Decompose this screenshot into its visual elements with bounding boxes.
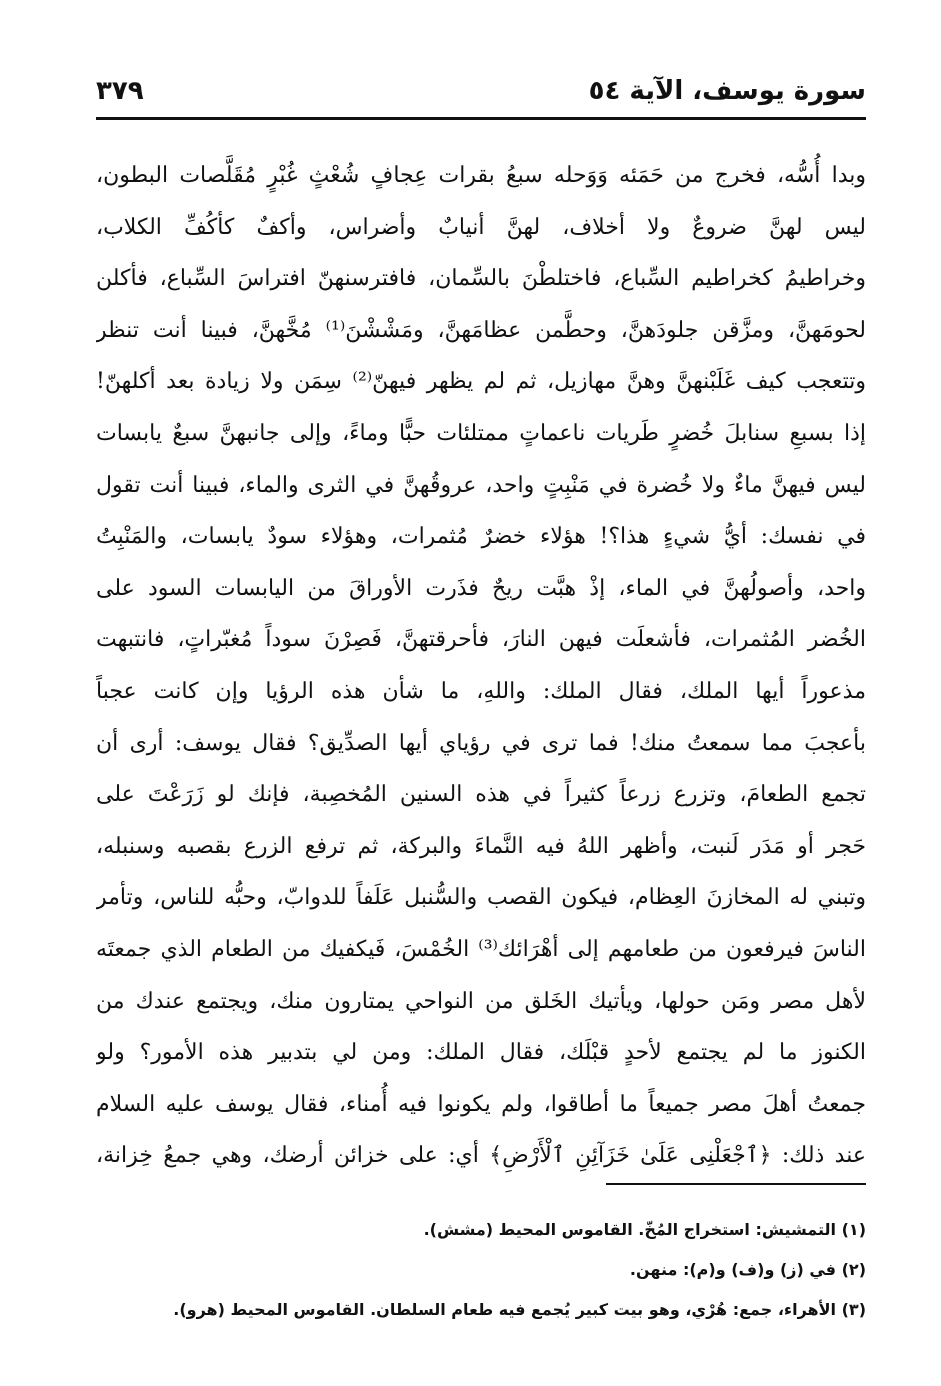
header-rule (96, 117, 866, 120)
footnote: (٣) الأهراء، جمع: هُرْي، وهو بيت كبير يُجمع فيه طعام السلطان. القاموس المحيط (هرو). (173, 1300, 866, 1319)
footnote: (١) التمشيش: استخراج المُخّ. القاموس المحيط (مشش). (423, 1220, 866, 1239)
body-line: جمعتُ أهلَ مصر جميعاً ما أطاقوا، ولم يكونوا فيه أُمناء، فقال يوسف عليه السلام (96, 1091, 866, 1117)
running-title: سورة يوسف، الآية ٥٤ (588, 76, 866, 106)
body-line: وخراطيمُ كخراطيم السِّباع، فاختلطْنَ بالسِّمان، فافترسنهنّ افتراسَ السِّباع، فأكلن (96, 266, 866, 292)
body-line: عند ذلك: ﴿ٱجْعَلْنِى عَلَىٰ خَزَآئِنِ ٱلْأَرْضِ﴾ أي: على خزائن أرضك، وهي جمعُ خِزانة، (96, 1143, 866, 1169)
body-line: وبدا أُسُّه، فخرج من حَمَئه وَوَحله سبعُ بقرات عِجافٍ شُعْثٍ غُبْرٍ مُقَلَّصات البطون، (96, 163, 866, 188)
body-line: وتتعجب كيف غَلَبْنهنَّ وهنَّ مهازيل، ثم لم يظهر فيهنّ⁽²⁾ سِمَن ولا زيادة بعد أكلهنّ! (96, 369, 866, 395)
body-line: لحومَهنَّ، ومزَّقن جلودَهنَّ، وحطَّمن عظامَهنَّ، ومَشْشْنَ⁽¹⁾ مُخَّهنَّ، فبينا أنت تنظر (96, 317, 866, 343)
body-line: مذعوراً أيها الملك، فقال الملك: واللهِ، ما شأن هذه الرؤيا وإن كانت عجباً (96, 678, 866, 704)
body-line: في نفسك: أيُّ شيءٍ هذا؟! هؤلاء خضرٌ مُثمرات، وهؤلاء سودٌ يابسات، والمَنْبِتُ (96, 524, 866, 550)
footnote-separator (606, 1183, 866, 1185)
footnotes (96, 1210, 866, 1330)
body-line: بأعجبَ مما سمعتُ منك! فما ترى في رؤياي أيها الصدِّيق؟ فقال يوسف: أرى أن (96, 730, 866, 756)
body-line: واحد، وأصولُهنَّ في الماء، إذْ هبَّت ريحٌ فذَرت الأوراقَ من اليابسات السود على (96, 575, 866, 601)
body-line: ليس فيهنَّ ماءٌ ولا خُضرة في مَنْبِتٍ واحد، عروقُهنَّ في الثرى والماء، فبينا أنت تقول (96, 472, 866, 498)
body-line: وتبني له المخازنَ العِظام، فيكون القصب والسُّنبل عَلَفاً للدوابّ، وحبُّه للناس، وتأمر (96, 885, 866, 911)
body-line: الخُضر المُثمرات، فأشعلَت فيهن النارَ، فأحرقتهنَّ، فَصِرْنَ سوداً مُغبّراتٍ، فانتبهت (96, 627, 866, 653)
body-text (96, 150, 866, 1182)
page-header (96, 70, 866, 120)
body-line: الكنوز ما لم يجتمع لأحدٍ قبْلَك، فقال الملك: ومن لي بتدبير هذه الأمور؟ ولو (96, 1040, 866, 1066)
body-line: حَجر أو مَدَر لَنبت، وأظهر اللهُ فيه النَّماءَ والبركة، ثم ترفع الزرع بقصبه وسنبله، (96, 833, 866, 859)
body-line: تجمع الطعامَ، وتزرع زرعاً كثيراً في هذه السنين المُخصِبة، فإنك لو زَرَعْتَ على (96, 782, 866, 808)
page-number: ٣٧٩ (96, 76, 144, 106)
body-line: الناسَ فيرفعون من طعامهم إلى أهْرَائك⁽³⁾ الخُمْسَ، فَيكفيك من الطعام الذي جمعتَه (96, 936, 866, 962)
body-line: ليس لهنَّ ضروعٌ ولا أخلاف، لهنَّ أنيابٌ وأضراس، وأكفٌ كأكُفِّ الكلاب، (96, 214, 866, 240)
body-line: إذا بسبعِ سنابلَ خُضرٍ طَريات ناعماتٍ ممتلئات حبًّا وماءً، وإلى جانبهنَّ سبعٌ يابسات (96, 420, 866, 446)
body-line: لأهل مصر ومَن حولها، ويأتيك الخَلق من النواحي يمتارون منك، ويجتمع عندك من (96, 988, 866, 1014)
footnote: (٢) في (ز) و(ف) و(م): منهن. (629, 1260, 866, 1279)
